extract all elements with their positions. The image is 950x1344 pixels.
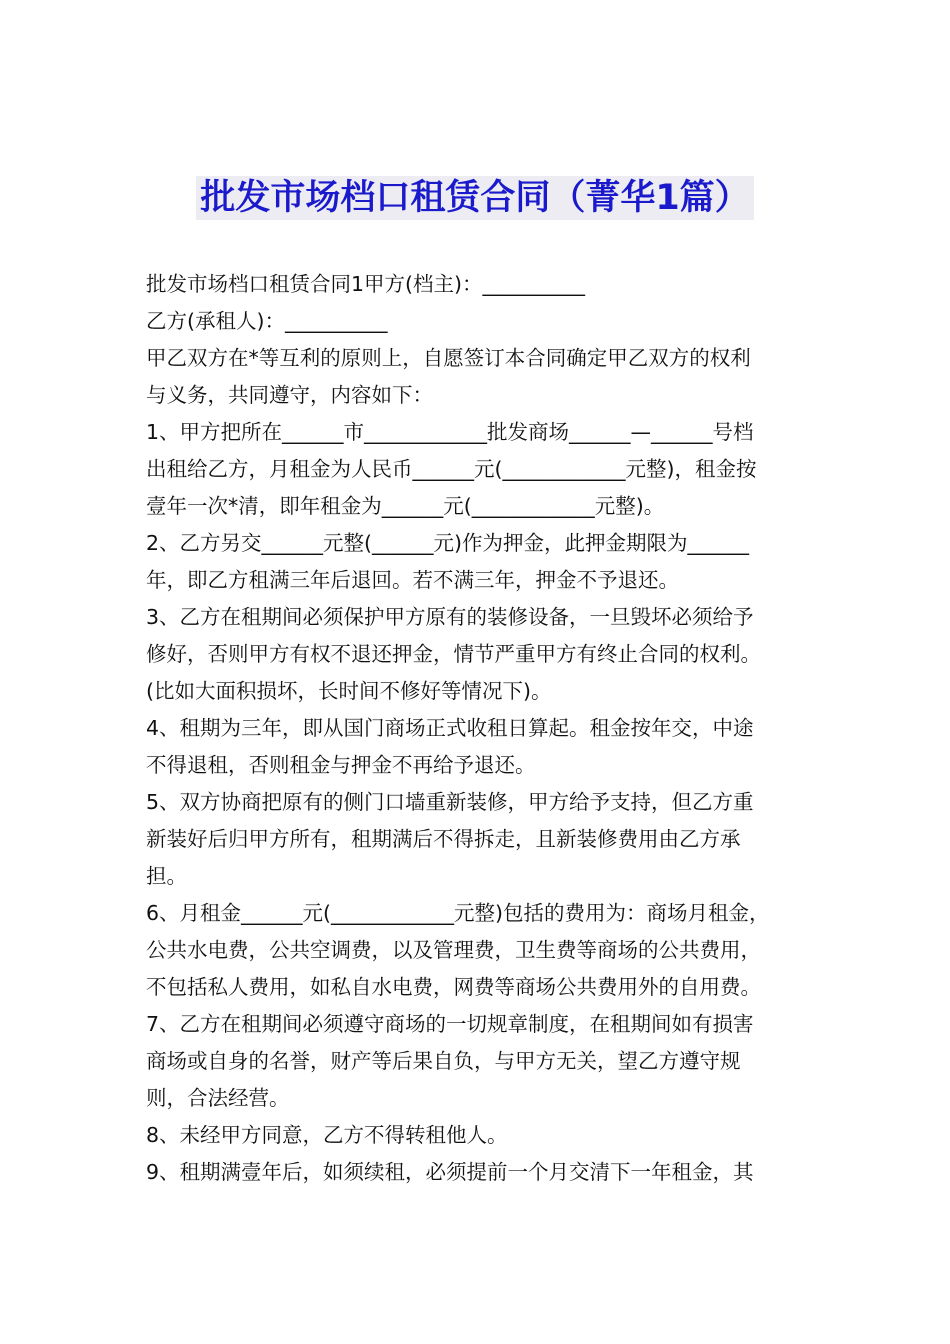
body-line: 修好，否则甲方有权不退还押金，情节严重甲方有终止合同的权利。: [146, 642, 761, 666]
body-line: (比如大面积损坏，长时间不修好等情况下)。: [146, 679, 552, 703]
body-line: 9、租期满壹年后，如须续租，必须提前一个月交清下一年租金，其: [146, 1160, 754, 1184]
title-wrap: [0, 176, 950, 220]
body-line: 出租给乙方，月租金为人民币______元(____________元整)，租金按: [146, 457, 757, 481]
body-line: 则，合法经营。: [146, 1086, 290, 1110]
document-title: 批发市场档口租赁合同（菁华1篇）: [196, 176, 753, 220]
body-line: 3、乙方在租期间必须保护甲方原有的装修设备，一旦毁坏必须给予: [146, 605, 754, 629]
body-line: 7、乙方在租期间必须遵守商场的一切规章制度，在租期间如有损害: [146, 1012, 754, 1036]
body-line: 壹年一次*清，即年租金为______元(____________元整)。: [146, 494, 665, 518]
body-line: 不得退租，否则租金与押金不再给予退还。: [146, 753, 536, 777]
body-line: 1、甲方把所在______市____________批发商场______—______号档: [146, 420, 754, 444]
body-line: 与义务，共同遵守，内容如下：: [146, 383, 433, 407]
body-line: 8、未经甲方同意，乙方不得转租他人。: [146, 1123, 508, 1147]
body-line: 2、乙方另交______元整(______元)作为押金，此押金期限为______: [146, 531, 750, 555]
body-line: 年，即乙方租满三年后退回。若不满三年，押金不予退还。: [146, 568, 679, 592]
body-line: 新装好后归甲方所有，租期满后不得拆走，且新装修费用由乙方承: [146, 827, 741, 851]
body-line: 不包括私人费用，如私自水电费，网费等商场公共费用外的自用费。: [146, 975, 761, 999]
document-body: [146, 266, 818, 1191]
body-line: 5、双方协商把原有的侧门口墙重新装修，甲方给予支持，但乙方重: [146, 790, 754, 814]
body-line: 乙方(承租人)：__________: [146, 309, 388, 333]
body-line: 6、月租金______元(____________元整)包括的费用为：商场月租金，: [146, 901, 770, 925]
body-line: 甲乙双方在*等互利的原则上，自愿签订本合同确定甲乙双方的权利: [146, 346, 751, 370]
body-line: 商场或自身的名誉，财产等后果自负，与甲方无关，望乙方遵守规: [146, 1049, 741, 1073]
body-line: 担。: [146, 864, 187, 888]
body-line: 4、租期为三年，即从国门商场正式收租日算起。租金按年交，中途: [146, 716, 754, 740]
body-line: 批发市场档口租赁合同1甲方(档主)：__________: [146, 272, 586, 296]
body-line: 公共水电费，公共空调费，以及管理费，卫生费等商场的公共费用，: [146, 938, 761, 962]
